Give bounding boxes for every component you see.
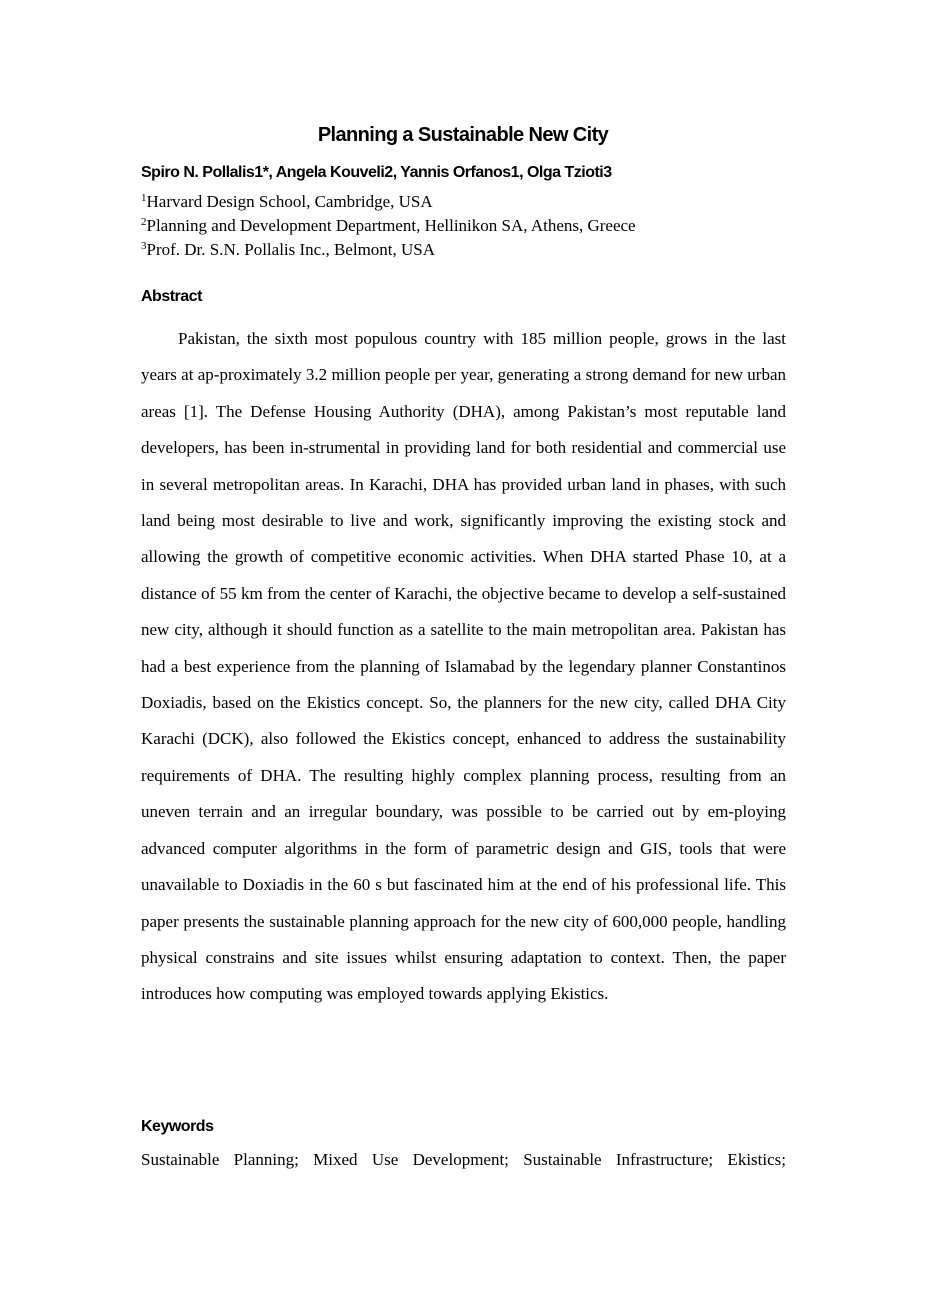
keywords-heading: Keywords <box>141 1118 214 1135</box>
affiliation-text: Planning and Development Department, Hellinikon SA, Athens, Greece <box>146 216 636 235</box>
affiliation-item <box>141 238 636 262</box>
affiliation-item <box>141 214 636 238</box>
author-list: Spiro N. Pollalis1*, Angela Kouveli2, Yannis Orfanos1, Olga Tzioti3 <box>141 164 612 181</box>
affiliation-number: 1 <box>141 192 147 204</box>
abstract-heading: Abstract <box>141 288 202 305</box>
affiliation-item <box>141 190 636 214</box>
keywords-body: Sustainable Planning; Mixed Use Development; Sustainable Infrastructure; Ekistics; <box>141 1150 786 1169</box>
affiliation-text: Harvard Design School, Cambridge, USA <box>146 192 433 211</box>
paper-title: Planning a Sustainable New City <box>317 124 609 146</box>
affiliation-text: Prof. Dr. S.N. Pollalis Inc., Belmont, USA <box>146 240 436 259</box>
affiliation-number: 2 <box>141 216 147 228</box>
affiliation-list <box>141 190 636 262</box>
abstract-body: Pakistan, the sixth most populous country with 185 million people, grows in the last years at ap-proximately 3.2 million people per year, generating a strong demand for new urban areas [1]. The Defense Housing Authority (DHA), among Pakistan’s most reputable land developers, has been in-strumental in providing land for both residential and commercial use in several metropolitan areas. In Karachi, DHA has provided urban land in phases, with such land being most desirable to live and work, significantly improving the existing stock and allowing the growth of competitive economic activities. When DHA started Phase 10, at a distance of 55 km from the center of Karachi, the objective became to develop a self-sustained new city, although it should function as a satellite to the main metropolitan area. Pakistan has had a best experience from the planning of Islamabad by the legendary planner Constantinos Doxiadis, based on the Ekistics concept. So, the planners for the new city, called DHA City Karachi (DCK), also followed the Ekistics concept, enhanced to address the sustainability requirements of DHA. The resulting highly complex planning process, resulting from an uneven terrain and an irregular boundary, was possible to be carried out by em-ploying advanced computer algorithms in the form of parametric design and GIS, tools that were unavailable to Doxiadis in the 60 s but fascinated him at the end of his professional life. This paper presents the sustainable planning approach for the new city of 600,000 people, handling physical constrains and site issues whilst ensuring adaptation to context. Then, the paper introduces how computing was employed towards applying Ekistics. <box>141 329 786 1004</box>
affiliation-number: 3 <box>141 240 147 252</box>
